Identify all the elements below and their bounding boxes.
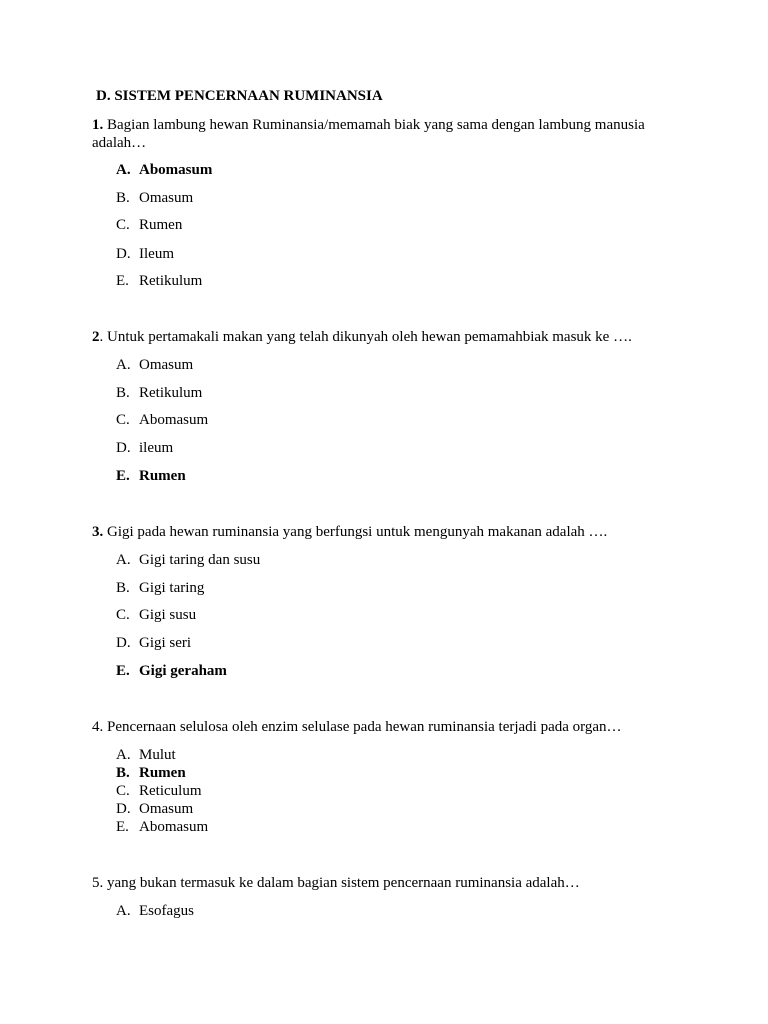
question-3 [92, 523, 682, 541]
option-letter: B. [116, 190, 130, 206]
option-letter: C. [116, 412, 130, 428]
option-letter: C. [116, 783, 130, 799]
q3-option-e [116, 662, 227, 680]
option-text: Gigi taring [139, 580, 205, 596]
option-text: Omasum [139, 357, 194, 373]
option-text: Ileum [139, 246, 174, 262]
option-letter: B. [116, 765, 130, 781]
question-text: . Untuk pertamakali makan yang telah dikunyah oleh hewan pemamahbiak masuk ke …. [99, 329, 632, 345]
option-text: Mulut [139, 747, 176, 763]
q4-option-e [116, 818, 208, 836]
option-letter: C. [116, 607, 130, 623]
option-letter: B. [116, 385, 130, 401]
q2-option-a [116, 356, 193, 374]
option-text: Abomasum [139, 412, 209, 428]
q2-option-b [116, 384, 202, 402]
question-text: yang bukan termasuk ke dalam bagian sistem pencernaan ruminansia adalah… [103, 875, 580, 891]
option-text: Omasum [139, 190, 194, 206]
q3-option-a [116, 551, 260, 569]
option-text: Rumen [139, 765, 186, 781]
option-letter: D. [116, 440, 131, 456]
question-2 [92, 328, 682, 346]
option-text: Abomasum [139, 162, 213, 178]
option-letter: D. [116, 635, 131, 651]
q1-option-e [116, 272, 202, 290]
option-text: Gigi seri [139, 635, 192, 651]
option-letter: D. [116, 801, 131, 817]
question-number: 2 [92, 329, 100, 345]
option-text: Reticulum [139, 783, 202, 799]
option-text: Abomasum [139, 819, 209, 835]
q4-option-a [116, 746, 176, 764]
q5-option-a [116, 902, 194, 920]
question-1 [92, 116, 682, 152]
q1-option-c [116, 216, 182, 234]
q2-option-d [116, 439, 173, 457]
option-letter: E. [116, 663, 130, 679]
option-text: Rumen [139, 217, 183, 233]
q2-option-c [116, 411, 208, 429]
q3-option-d [116, 634, 191, 652]
option-text: Gigi geraham [139, 663, 227, 679]
question-text: Gigi pada hewan ruminansia yang berfungsi untuk mengunyah makanan adalah …. [103, 524, 608, 540]
option-letter: B. [116, 580, 130, 596]
option-text: Gigi taring dan susu [139, 552, 261, 568]
section-title: D. SISTEM PENCERNAAN RUMINANSIA [96, 88, 383, 104]
option-text: Gigi susu [139, 607, 197, 623]
option-letter: E. [116, 273, 129, 289]
q3-option-b [116, 579, 204, 597]
option-letter: E. [116, 468, 130, 484]
option-text: Omasum [139, 801, 194, 817]
option-letter: A. [116, 357, 131, 373]
option-text: Rumen [139, 468, 186, 484]
q1-option-a [116, 161, 212, 179]
q4-option-c [116, 782, 202, 800]
question-number: 4. [92, 719, 104, 735]
option-text: Esofagus [139, 903, 194, 919]
question-number: 1. [92, 117, 104, 133]
option-text: ileum [139, 440, 174, 456]
option-letter: A. [116, 747, 131, 763]
q2-option-e [116, 467, 186, 485]
option-text: Retikulum [139, 273, 203, 289]
option-letter: A. [116, 903, 131, 919]
option-letter: A. [116, 162, 131, 178]
question-text: Pencernaan selulosa oleh enzim selulase pada hewan ruminansia terjadi pada organ… [103, 719, 622, 735]
option-letter: A. [116, 552, 131, 568]
question-number: 3. [92, 524, 104, 540]
question-text: Bagian lambung hewan Ruminansia/memamah biak yang sama dengan lambung manusia adalah… [92, 117, 645, 151]
question-4 [92, 718, 682, 736]
q3-option-c [116, 606, 196, 624]
option-text: Retikulum [139, 385, 203, 401]
option-letter: C. [116, 217, 130, 233]
q4-option-b [116, 764, 186, 782]
option-letter: E. [116, 819, 129, 835]
question-5 [92, 874, 682, 892]
question-number: 5. [92, 875, 104, 891]
option-letter: D. [116, 246, 131, 262]
q1-option-d [116, 245, 174, 263]
q4-option-d [116, 800, 193, 818]
q1-option-b [116, 189, 193, 207]
